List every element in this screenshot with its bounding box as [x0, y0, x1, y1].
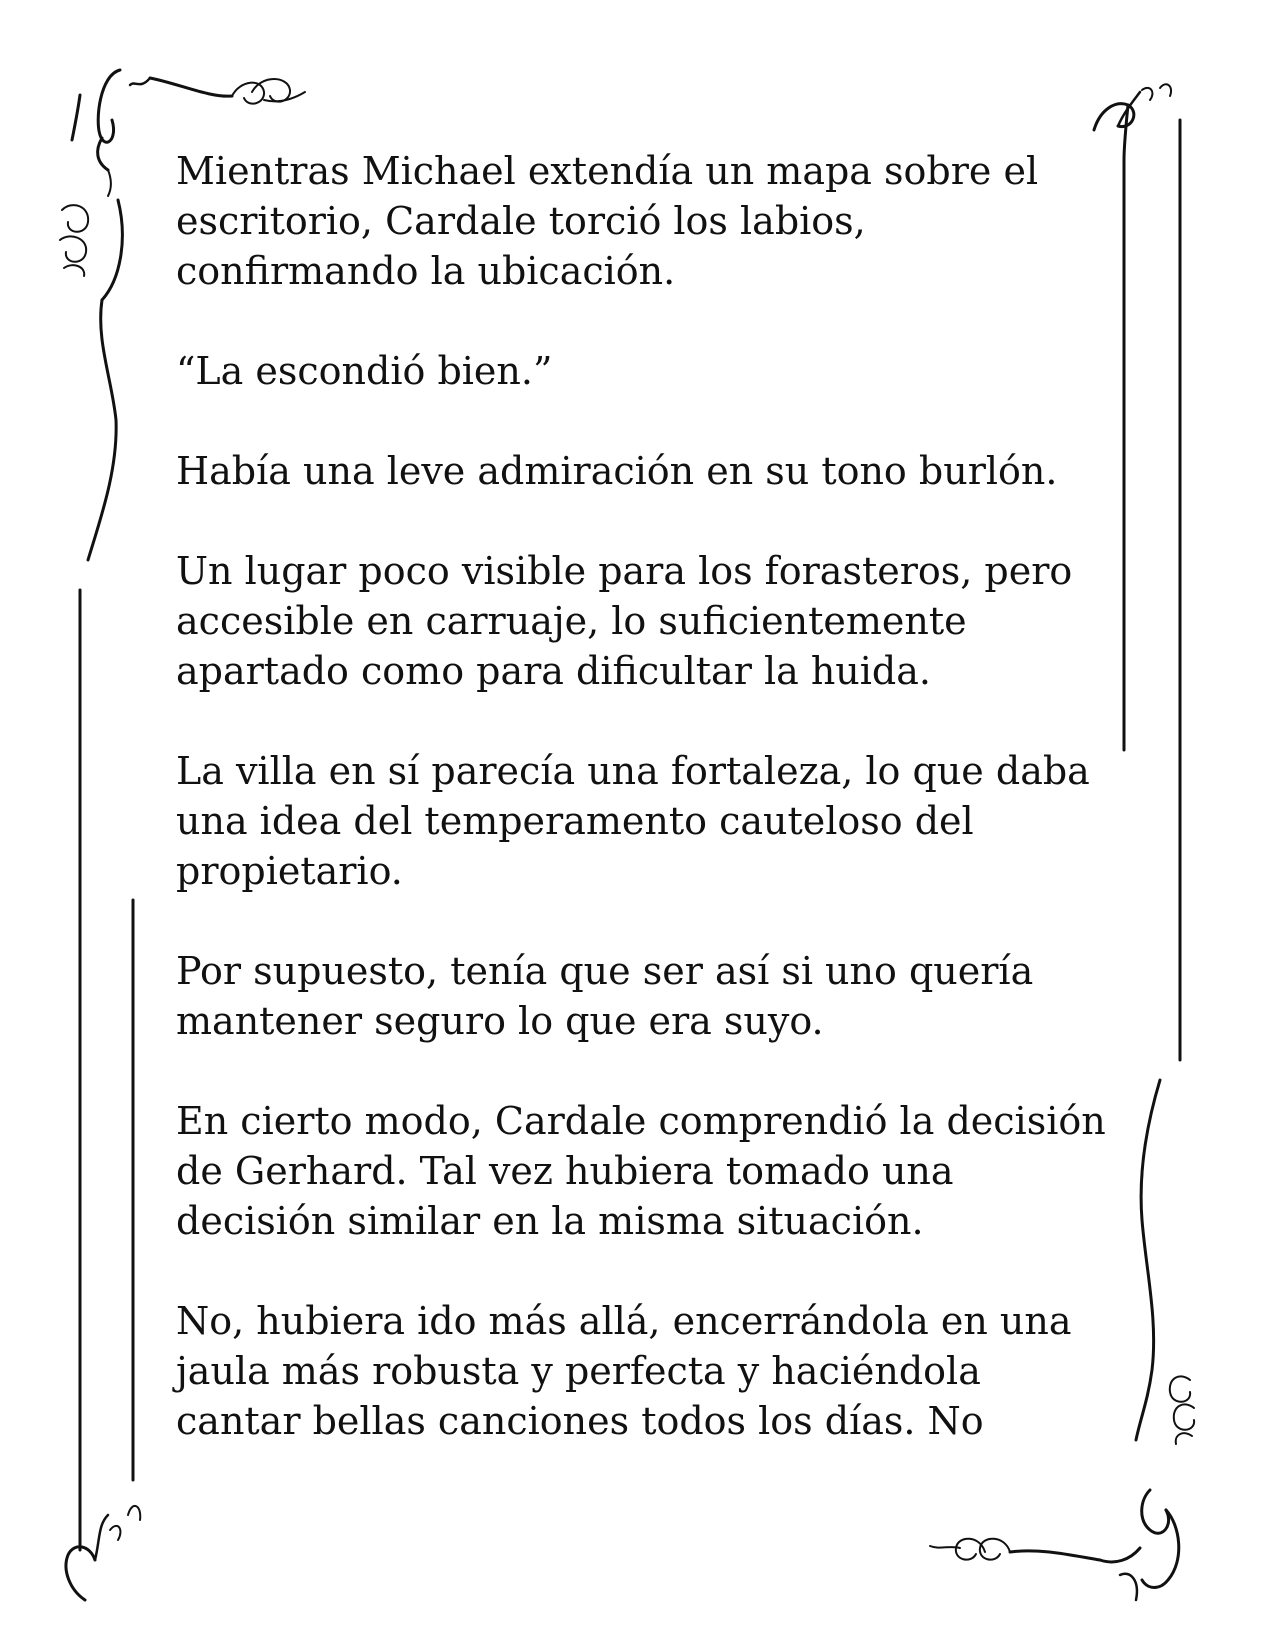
paragraph — [176, 1096, 1116, 1246]
text-line: Mientras Michael extendía un mapa sobre el — [176, 149, 1039, 193]
text-line: confirmando la ubicación. — [176, 249, 676, 293]
text-line: La villa en sí parecía una fortaleza, lo que daba — [176, 749, 1090, 793]
text-line: jaula más robusta y perfecta y haciéndola — [176, 1349, 981, 1393]
text-line: cantar bellas canciones todos los días. No — [176, 1399, 984, 1443]
text-line: No, hubiera ido más allá, encerrándola en una — [176, 1299, 1072, 1343]
text-line: una idea del temperamento cauteloso del — [176, 799, 974, 843]
text-line: escritorio, Cardale torció los labios, — [176, 199, 866, 243]
flourish-bottom-right-icon — [930, 1490, 1179, 1600]
text-line: propietario. — [176, 849, 403, 893]
paragraph — [176, 146, 1116, 296]
text-line: En cierto modo, Cardale comprendió la decisión — [176, 1099, 1106, 1143]
text-line: Había una leve admiración en su tono burlón. — [176, 449, 1058, 493]
text-line: Un lugar poco visible para los forasteros, pero — [176, 549, 1073, 593]
text-line: Por supuesto, tenía que ser así si uno quería — [176, 949, 1034, 993]
text-line: mantener seguro lo que era suyo. — [176, 999, 824, 1043]
paragraph — [176, 546, 1116, 696]
text-line: decisión similar en la misma situación. — [176, 1199, 924, 1243]
flourish-bottom-left-icon — [66, 1506, 140, 1600]
right-ornament-curve-icon — [1136, 1080, 1194, 1444]
document-body — [176, 146, 1116, 1446]
text-line: accesible en carruaje, lo suficientemente — [176, 599, 967, 643]
paragraph — [176, 746, 1116, 896]
text-line: apartado como para dificultar la huida. — [176, 649, 931, 693]
text-line: de Gerhard. Tal vez hubiera tomado una — [176, 1149, 954, 1193]
left-ornament-curve-icon — [60, 200, 122, 560]
paragraph — [176, 1296, 1116, 1446]
paragraph — [176, 446, 1116, 496]
paragraph — [176, 946, 1116, 1046]
text-line: “La escondió bien.” — [176, 349, 553, 393]
paragraph — [176, 346, 1116, 396]
